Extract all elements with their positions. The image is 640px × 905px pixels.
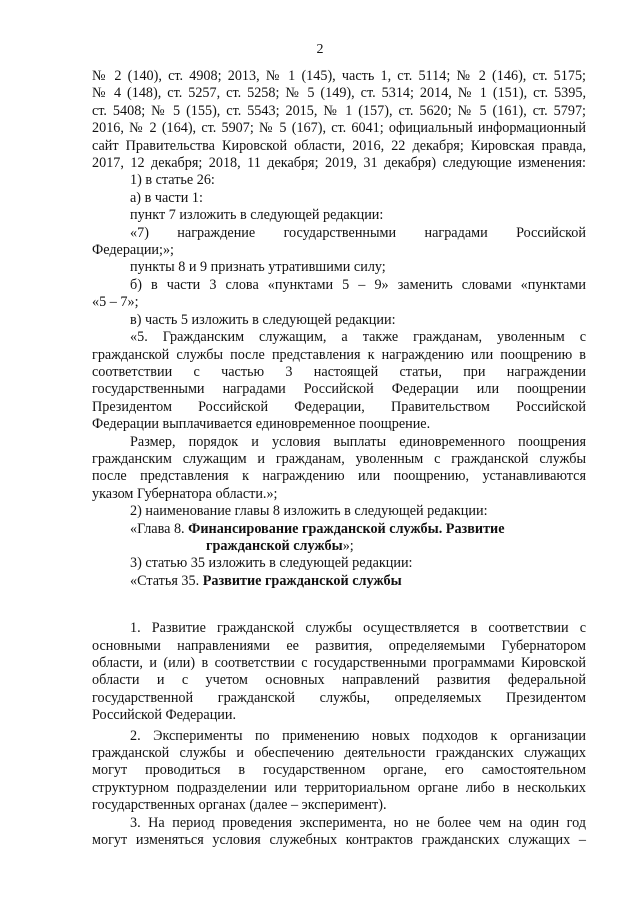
amendment-text-line: указом Губернатора области.»; [92,485,278,502]
amendment-text-line: гражданской службы после представления к награждению или поощрению в [92,346,586,363]
amendment-item: 1) в статье 26: [130,172,215,189]
amendment-item: а) в части 1: [130,189,203,206]
chapter8-suffix: »; [342,537,354,554]
amendment-text-line: б) в части 3 слова «пунктами 5 – 9» заменить словами «пунктами [130,276,586,293]
clause-line: основными направлениями ее развития, определяемыми Губернатором [92,637,586,654]
amendment-item: 2) наименование главы 8 изложить в следующей редакции: [130,503,488,520]
amendment-item: пункты 8 и 9 признать утратившими силу; [130,259,386,276]
text-line: 2017, 12 декабря; 2018, 11 декабря; 2019, 31 декабря) следующие изменения: [92,155,586,172]
amendment-text-line: Федерации выплачивается единовременное поощрение. [92,416,431,433]
clause-line: 3. На период проведения эксперимента, но не более чем на один год [130,814,586,831]
clause-line: 1. Развитие гражданской службы осуществляется в соответствии с [130,620,586,637]
clause-line: 2. Эксперименты по применению новых подходов к организации [130,727,586,744]
amendment-text-line: «7) награждение государственными наградами Российской [130,224,586,241]
clause-line: государственной гражданской службы, определяемых Президентом [92,689,586,706]
amendment-text-line: «5. Гражданским служащим, а также гражданам, уволенным с [130,329,586,346]
text-line: сайт Правительства Кировской области, 2016, 22 декабря; Кировская правда, [92,137,586,154]
clause-line: области, и (или) в соответствии с государственными программами Кировской [92,655,586,671]
clause-line: Российской Федерации. [92,707,237,724]
amendment-item: 3) статью 35 изложить в следующей редакции: [130,555,413,572]
chapter8-prefix: «Глава 8. [130,520,189,537]
clause-line: области и с учетом основных направлений развития федеральной [92,672,586,689]
amendment-text-line: гражданским служащим и гражданам, уволенным с гражданской службы [92,450,586,467]
document-body [92,68,586,849]
amendment-text-line: Президентом Российской Федерации, Правительством Российской [92,398,586,415]
text-line: 2016, № 2 (164), ст. 5907; № 5 (167), ст. 6041; официальный информационный [92,120,586,137]
amendment-text-line: Размер, порядок и условия выплаты единовременного поощрения [130,433,586,450]
amendment-text-line: после представления к награждению или поощрению, устанавливаются [92,468,586,485]
amendment-item: в) часть 5 изложить в следующей редакции: [130,311,396,328]
clause-line: структурном подразделении или территориальном органе либо в нескольких [92,779,586,796]
clause-line: могут изменяться условия служебных контрактов гражданских служащих – [92,832,586,849]
amendment-text-line: соответствии с частью 3 настоящей статьи, при награждении [92,363,586,380]
amendment-text-line: государственными наградами Российской Федерации или поощрении [92,381,586,398]
amendment-item: пункт 7 изложить в следующей редакции: [130,207,384,224]
article35-heading [92,573,586,590]
clause-line: гражданской службы и обеспечению деятельности гражданских служащих [92,745,586,762]
article35-title: Развитие гражданской службы [202,572,402,589]
chapter8-title-line1: Финансирование гражданской службы. Развитие [188,520,505,537]
article35-prefix: «Статья 35. [130,572,203,589]
amendment-text-line: «5 – 7»; [92,294,139,311]
text-line: № 4 (148), ст. 5257, ст. 5258; № 5 (149), ст. 5314; 2014, № 1 (151), ст. 5395, [92,85,586,102]
chapter8-title-line2: гражданской службы [206,537,343,554]
amendment-text-line: Федерации;»; [92,242,174,259]
clause-line: могут проводиться в государственном органе, его самостоятельном [92,762,586,779]
page-number: 2 [316,42,324,57]
text-line: ст. 5408; № 5 (155), ст. 5543; 2015, № 1 (157), ст. 5620; № 5 (161), ст. 5797; [92,102,586,119]
text-line: № 2 (140), ст. 4908; 2013, № 1 (145), часть 1, ст. 5114; № 2 (146), ст. 5175; [92,68,586,84]
clause-line: государственных органах (далее – эксперимент). [92,797,387,814]
chapter8-heading [92,521,586,556]
